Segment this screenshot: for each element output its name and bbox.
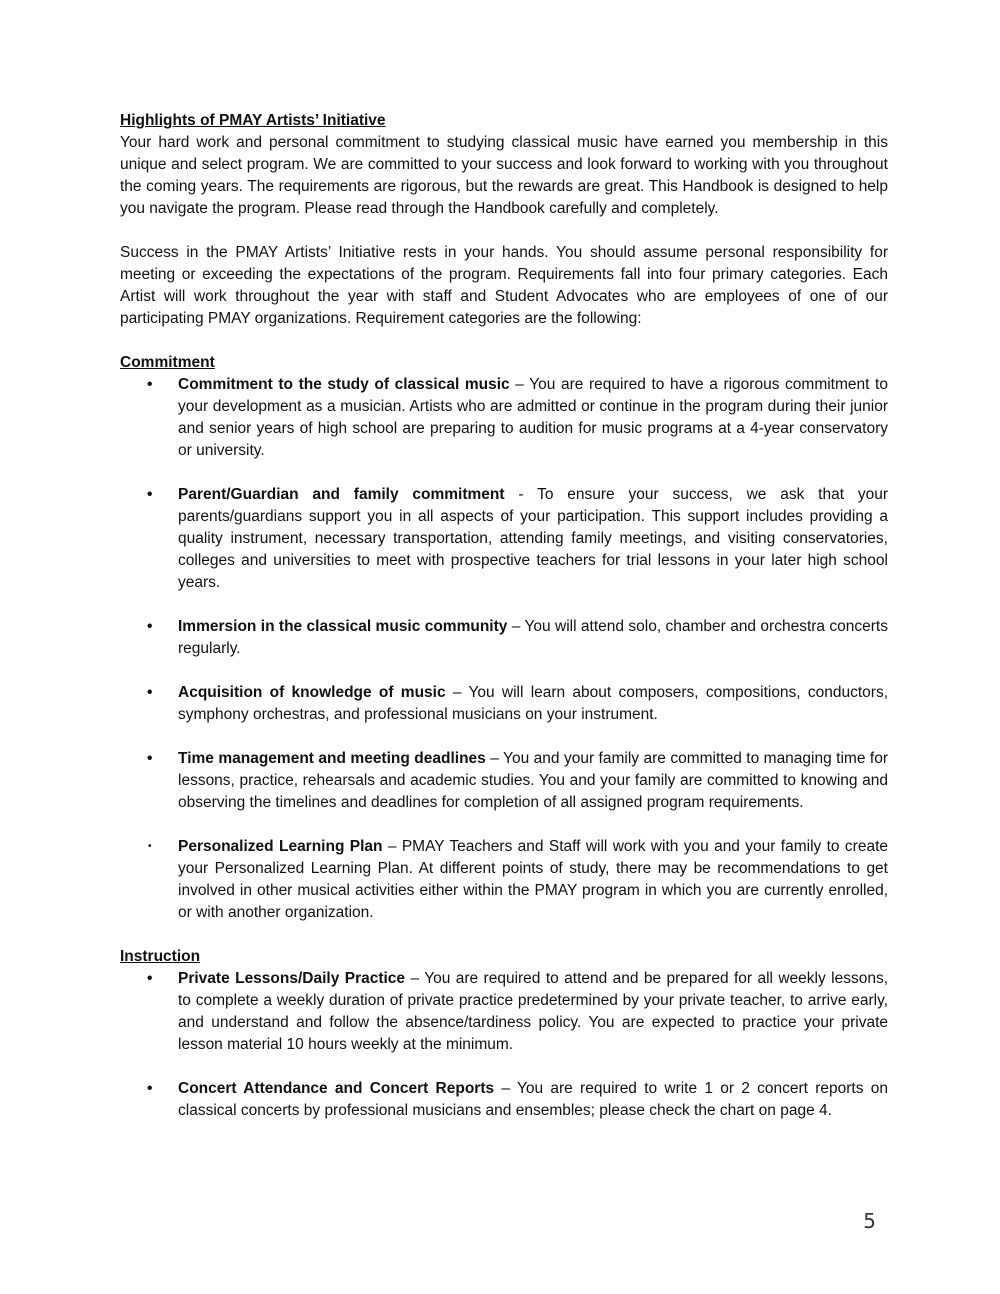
bullet-icon: • <box>147 376 153 393</box>
section-title-highlights: Highlights of PMAY Artists’ Initiative <box>120 112 386 129</box>
item-text: – You are required to have a rigorous commitment to your development as a musician. Artists who are admitted or continue in the program during their junior and senior years of high school are preparing to audition for music programs at a 4-year conservatory or university. <box>178 376 888 459</box>
item-text: – You are required to attend and be prepared for all weekly lessons, to complete a weekly duration of private practice predetermined by your private teacher, to arrive early, and understand and follow the absence/tardiness policy. You are expected to practice your private lesson material 10 hours weekly at the minimum. <box>178 970 888 1053</box>
item-text: – You will learn about composers, compositions, conductors, symphony orchestras, and professional musicians on your instrument. <box>178 684 889 723</box>
bullet-icon: • <box>148 841 152 852</box>
item-title: Parent/Guardian and family commitment <box>178 486 505 503</box>
intro-paragraph-1: Your hard work and personal commitment to studying classical music have earned you membership in this unique and select program. We are committed to your success and look forward to working with you throughout the coming years. The requirements are rigorous, but the rewards are great. This Handbook is designed to help you navigate the program. Please read through the Handbook carefully and completely. <box>120 134 888 217</box>
item-text: – You and your family are committed to managing time for lessons, practice, rehearsals and academic studies. You and your family are committed to knowing and observing the timelines and deadlines for completion of all assigned program requirements. <box>178 750 889 811</box>
page-number: 5 <box>863 1209 876 1233</box>
page-content <box>120 110 888 1122</box>
item-title: Personalized Learning Plan <box>178 838 383 855</box>
item-title: Time management and meeting deadlines <box>178 750 486 767</box>
list-item <box>120 682 888 726</box>
item-text: - To ensure your success, we ask that your parents/guardians support you in all aspects of your participation. This support includes providing a quality instrument, necessary transportation, attending family meetings, and visiting conservatories, colleges and universities to meet with prospective teachers for trial lessons in your later high school years. <box>178 486 888 591</box>
bullet-icon: • <box>147 1080 153 1097</box>
item-text: – You are required to write 1 or 2 concert reports on classical concerts by professional musicians and ensembles; please check the chart on page 4. <box>178 1080 888 1119</box>
list-item <box>120 1078 888 1122</box>
bullet-icon: • <box>147 486 153 503</box>
instruction-list <box>120 968 888 1122</box>
section-heading-instruction: Instruction <box>120 948 201 965</box>
list-item <box>120 616 888 660</box>
intro-paragraph-2: Success in the PMAY Artists’ Initiative rests in your hands. You should assume personal responsibility for meeting or exceeding the expectations of the program. Requirements fall into four primary categories. Each Artist will work throughout the year with staff and Student Advocates who are employees of one of our participating PMAY organizations. Requirement categories are the following: <box>120 244 888 327</box>
commitment-list <box>120 374 888 924</box>
item-text: – You will attend solo, chamber and orchestra concerts regularly. <box>178 618 888 657</box>
bullet-icon: • <box>147 684 153 701</box>
bullet-icon: • <box>147 970 153 987</box>
item-title: Acquisition of knowledge of music <box>178 684 446 701</box>
list-item <box>120 968 888 1056</box>
bullet-icon: • <box>147 618 153 635</box>
list-item <box>120 748 888 814</box>
item-text: – PMAY Teachers and Staff will work with you and your family to create your Personalized Learning Plan. At different points of study, there may be recommendations to get involved in other musical activities either within the PMAY program in which you are currently enrolled, or with another organization. <box>178 838 888 921</box>
list-item <box>120 374 888 462</box>
bullet-icon: • <box>147 750 153 767</box>
item-title: Concert Attendance and Concert Reports <box>178 1080 495 1097</box>
item-title: Immersion in the classical music community <box>178 618 508 635</box>
list-item <box>120 484 888 594</box>
list-item <box>120 836 888 924</box>
section-heading-commitment: Commitment <box>120 354 215 371</box>
item-title: Private Lessons/Daily Practice <box>178 970 406 987</box>
item-title: Commitment to the study of classical music <box>178 376 510 393</box>
